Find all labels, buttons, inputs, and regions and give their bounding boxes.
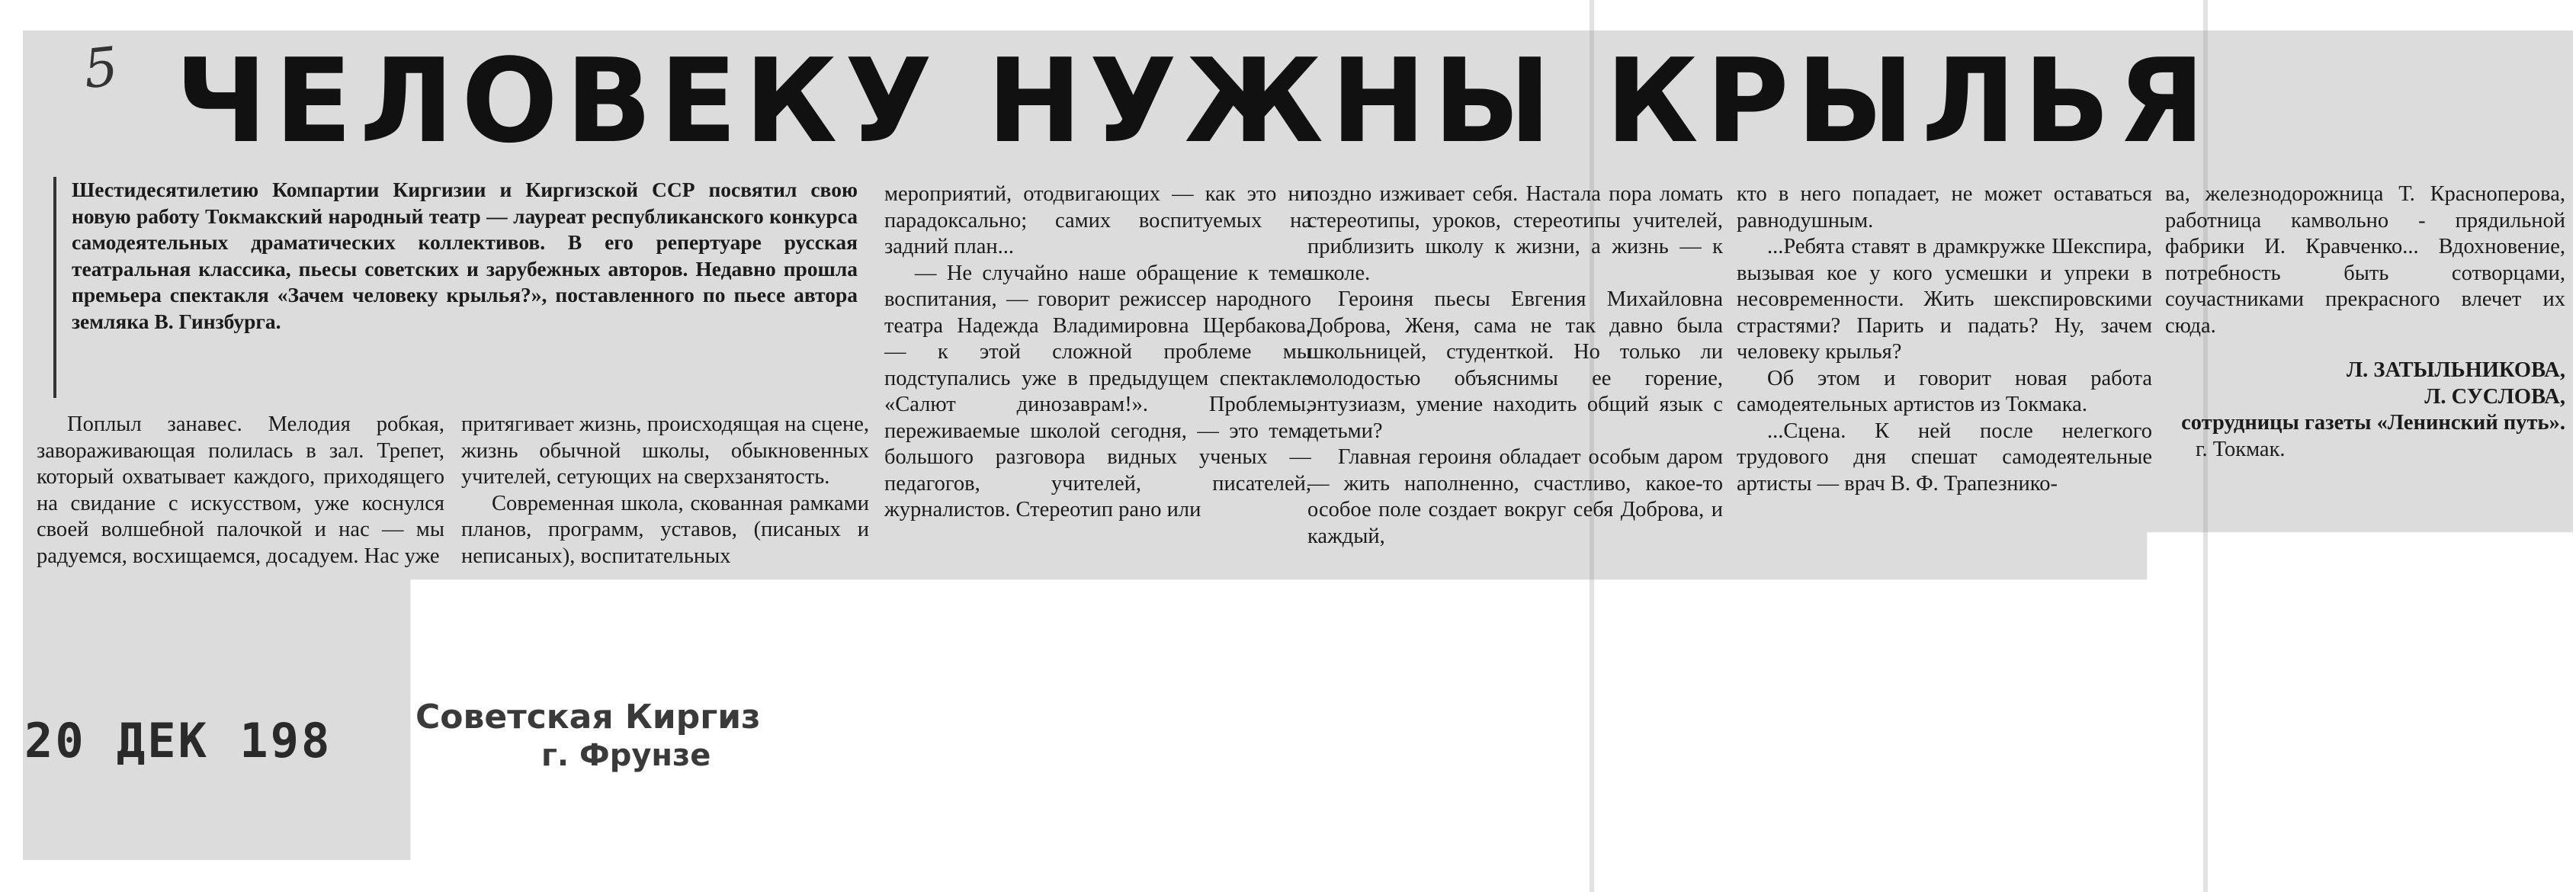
author-role: сотрудницы газеты «Ленинский путь». [2181,411,2565,435]
paragraph: Современная школа, скованная рамками планов, программ, уставов, (писаных и неписаных), воспитательных [461,491,869,568]
author-name: Л. ЗАТЫЛЬНИКОВА, [2346,358,2565,382]
article-column-5 [1737,181,2152,663]
article-column-2 [461,412,869,663]
author-signature [2165,358,2565,437]
paragraph: Главная героиня обладает особым даром — жить наполненно, счастливо, какое-то особое поле создает вокруг себя Доброва, и каждый, [1307,445,1723,548]
date-stamp: 20 ДЕК 198 [24,713,332,768]
article-column-4 [1307,181,1723,663]
article-lead: Шестидесятилетию Компартии Киргизии и Киргизской ССР посвятил свою новую работу Токмакский народный театр — лауреат республиканского конкурса самодеятельных драматических коллективов. В его репертуаре русская театральная классика, пьесы советских и зарубежных авторов. Недавно прошла премьера спектакля «Зачем человеку крылья?», поставленного по пьесе автора земляка В. Гинзбурга. [53,177,858,398]
paragraph: Поплыл занавес. Мелодия робкая, завораживающая полилась в зал. Трепет, который охватывает каждого, приходящего на свидание с искусством, уже коснулся своей волшебной палочкой и нас — мы радуемся, восхищаемся, досадуем. Нас уже [37,412,444,568]
newspaper-name-stamp: Советская Киргиз [415,698,761,736]
paragraph: ва, железнодорожница Т. Красноперова, работница камвольно - прядильной фабрики И. Кравченко... Вдохновение, потребность быть сотворцами, соучастниками прекрасного влечет их сюда. [2165,182,2565,338]
author-name: Л. СУСЛОВА, [2424,384,2565,409]
paragraph: ...Ребята ставят в драмкружке Шекспира, вызывая кое у кого усмешки и упреки в несовременности. Жить шекспировскими страстями? Парить и падать? Ну, зачем человеку крылья? [1737,235,2152,364]
paragraph: кто в него попадает, не может оставаться равнодушным. [1737,182,2152,233]
paragraph: Героиня пьесы Евгения Михайловна Доброва, Женя, сама не так давно была школьницей, студенткой. Но только ли молодостью объяснимы ее горение, энтузиазм, умение находить общий язык с детьми? [1307,287,1723,443]
paragraph: Об этом и говорит новая работа самодеятельных артистов из Токмака. [1737,366,2152,416]
paragraph: ...Сцена. К ней после нелегкого трудового дня спешат самодеятельные артисты — врач В. Ф. Трапезнико- [1737,419,2152,496]
paragraph: — Не случайно наше обращение к теме воспитания, — говорит режиссер народного театра Надежда Владимировна Щербакова, — к этой сложной проблеме мы подступались уже в предыдущем спектакле «Салют динозаврам!». Проблемы, переживаемые школой сегодня, — это тема большого разговора видных ученых — педагогов, учителей, писателей, журналистов. Стереотип рано или [884,261,1311,521]
article-column-6 [2165,181,2565,570]
paragraph: поздно изживает себя. Настала пора ломать стереотипы, уроков, стереотипы учителей, приблизить школу к жизни, а жизнь — к школе. [1307,182,1723,285]
headline: ЧЕЛОВЕКУ НУЖНЫ КРЫЛЬЯ [175,34,2213,168]
paragraph: мероприятий, отодвигающих — как это ни парадоксально; самих воспитуемых на задний план... [884,182,1311,258]
paragraph: притягивает жизнь, происходящая на сцене, жизнь обычной школы, обыкновенных учителей, сетующих на сверхзанятость. [461,412,869,489]
dateline-city: г. Токмак. [2196,437,2286,461]
page-number: 5 [80,34,121,101]
article-column-3 [884,181,1311,663]
newspaper-city-stamp: г. Фрунзе [541,738,711,773]
article-column-1 [37,412,444,663]
